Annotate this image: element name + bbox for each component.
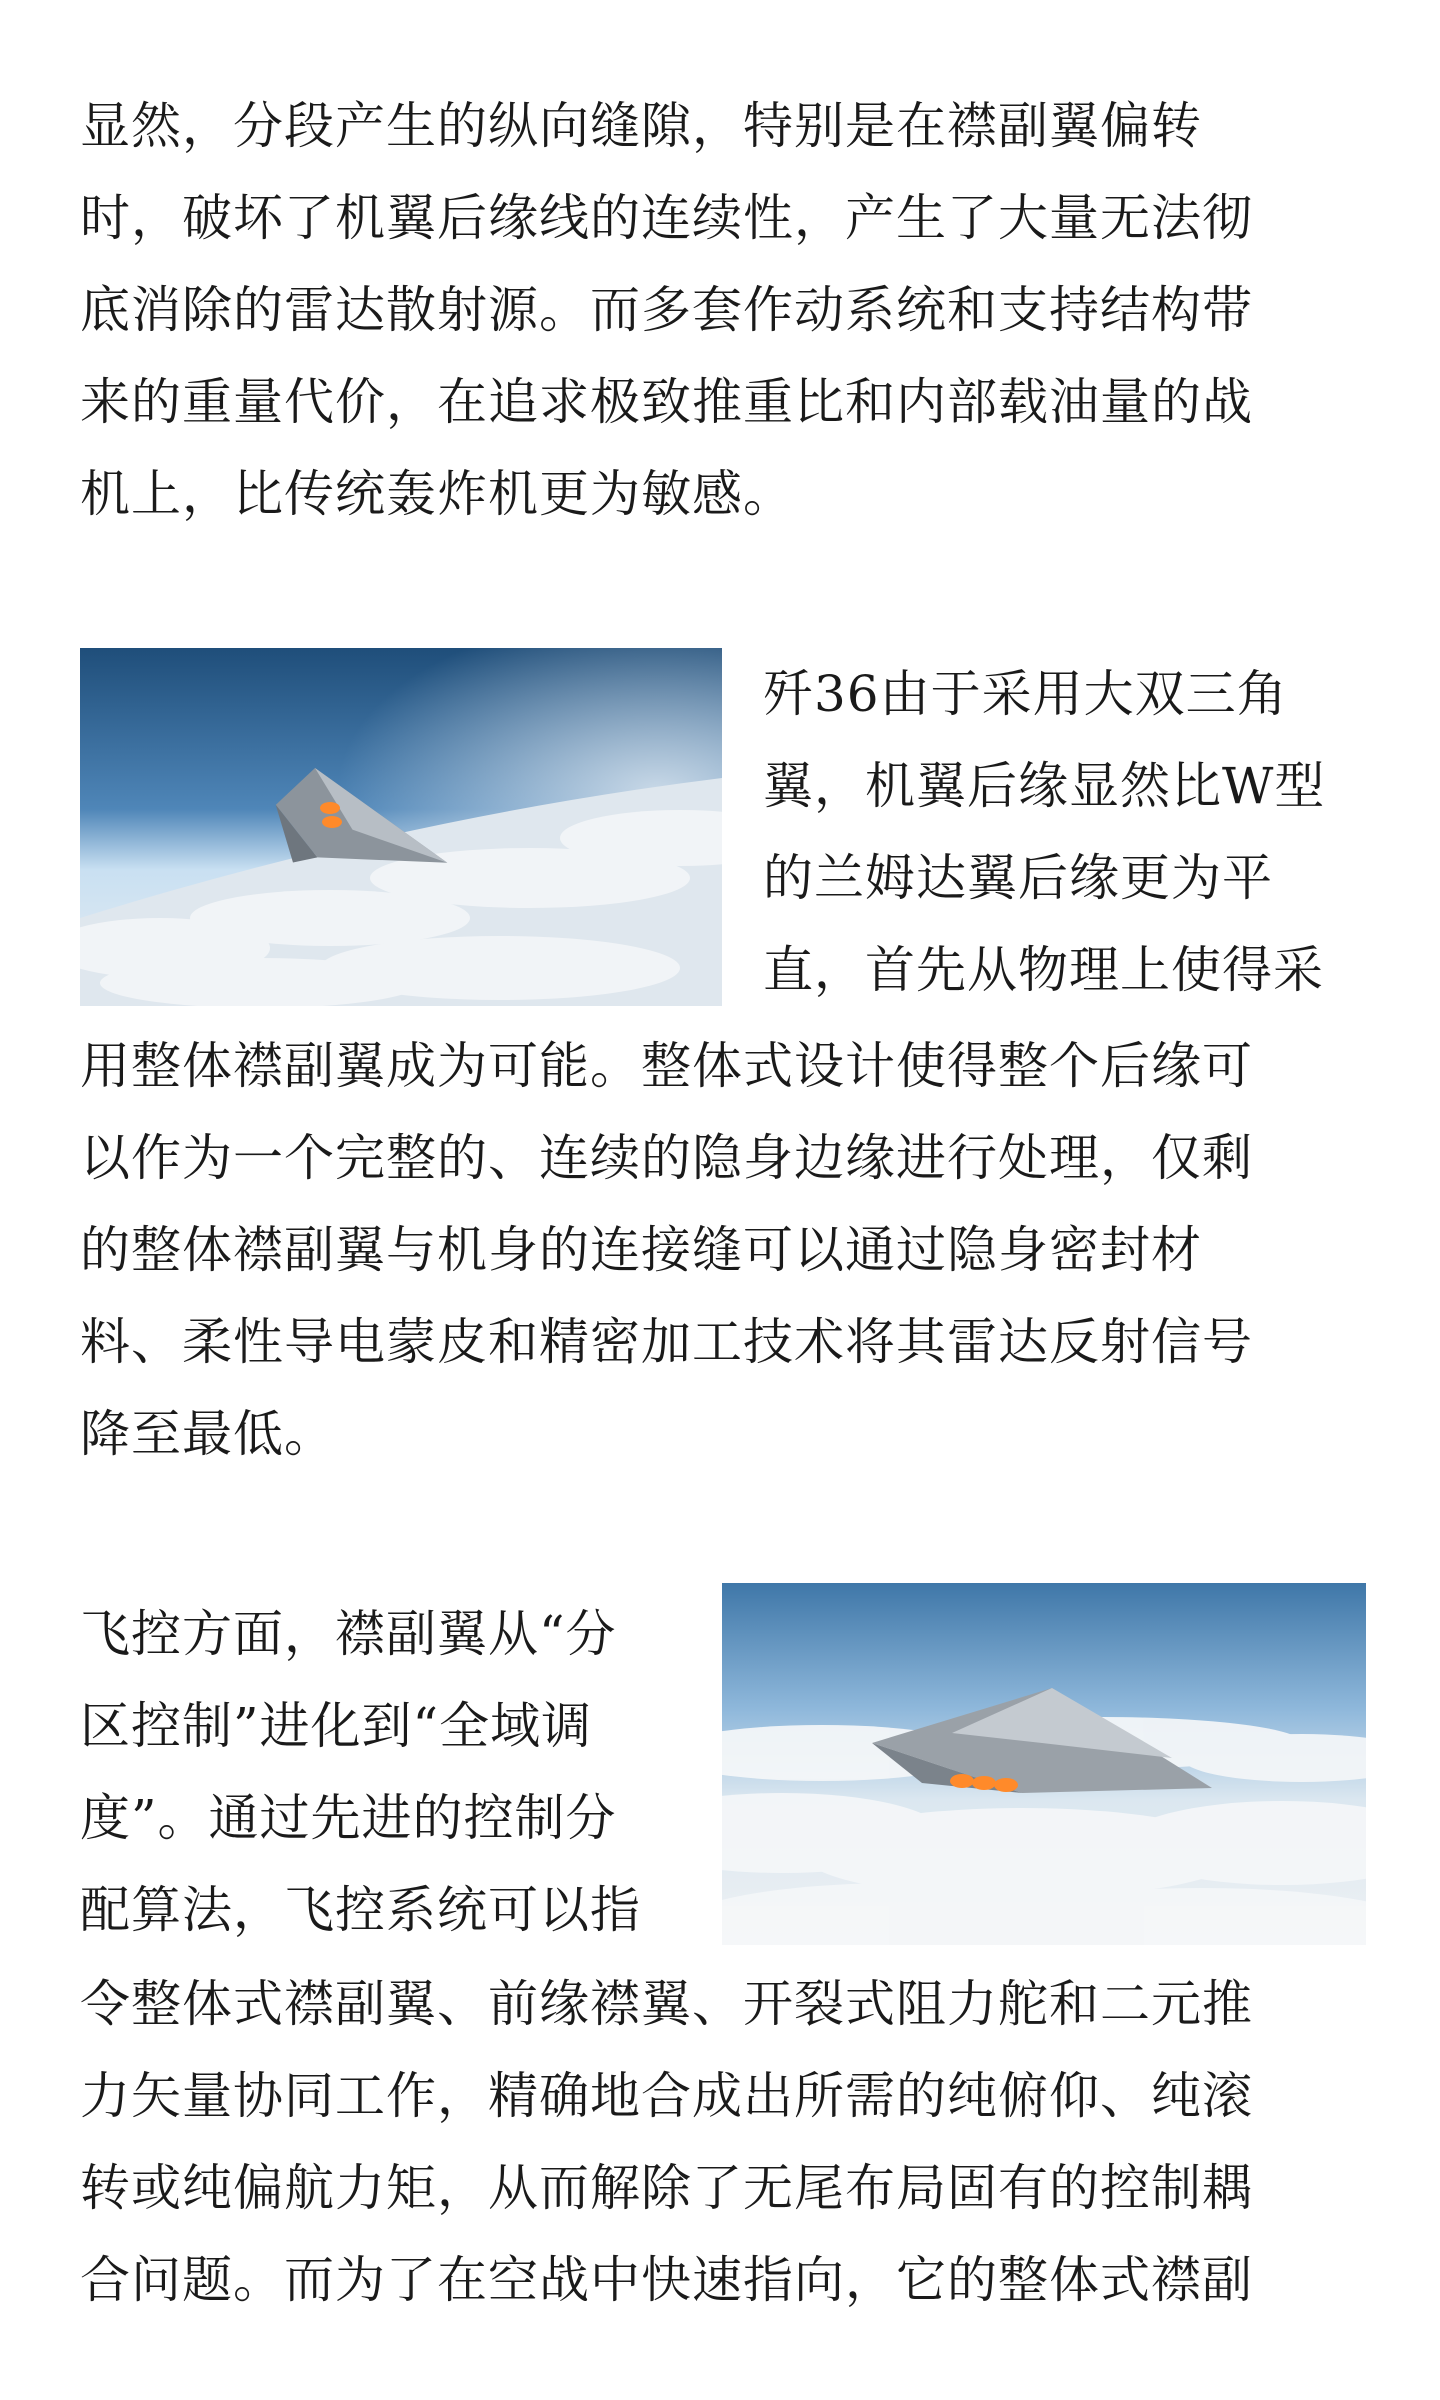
aircraft-image-2 — [722, 1583, 1366, 1945]
aircraft-over-clouds-icon — [722, 1583, 1366, 1945]
paragraph-2-wrap — [763, 648, 1383, 1016]
text-line: 时，破坏了机翼后缘线的连续性，产生了大量无法彻 — [80, 189, 1253, 247]
text-line: 以作为一个完整的、连续的隐身边缘进行处理，仅剩 — [80, 1129, 1253, 1187]
text-line: 令整体式襟副翼、前缘襟翼、开裂式阻力舵和二元推 — [80, 1975, 1253, 2033]
text-line: 降至最低。 — [80, 1405, 335, 1463]
paragraph-1 — [80, 80, 1370, 540]
paragraph-3 — [80, 1958, 1370, 2326]
text-line: 力矢量协同工作，精确地合成出所需的纯俯仰、纯滚 — [80, 2067, 1253, 2125]
text-line: 配算法，飞控系统可以指 — [80, 1881, 641, 1939]
text-line: 歼36由于采用大双三角 — [763, 665, 1288, 723]
paragraph-3-wrap — [80, 1588, 700, 1956]
text-line: 底消除的雷达散射源。而多套作动系统和支持结构带 — [80, 281, 1253, 339]
aircraft-image-1 — [80, 648, 722, 1006]
text-line: 料、柔性导电蒙皮和精密加工技术将其雷达反射信号 — [80, 1313, 1253, 1371]
text-line: 来的重量代价，在追求极致推重比和内部载油量的战 — [80, 373, 1253, 431]
text-line: 用整体襟副翼成为可能。整体式设计使得整个后缘可 — [80, 1037, 1253, 1095]
text-line: 的整体襟副翼与机身的连接缝可以通过隐身密封材 — [80, 1221, 1202, 1279]
text-line: 机上，比传统轰炸机更为敏感。 — [80, 465, 794, 523]
text-line: 合问题。而为了在空战中快速指向，它的整体式襟副 — [80, 2251, 1253, 2309]
text-line: 度”。通过先进的控制分 — [80, 1789, 617, 1847]
text-line: 的兰姆达翼后缘更为平 — [763, 849, 1273, 907]
text-line: 直，首先从物理上使得采 — [763, 941, 1324, 999]
text-line: 飞控方面，襟副翼从“分 — [80, 1605, 617, 1663]
text-line: 显然，分段产生的纵向缝隙，特别是在襟副翼偏转 — [80, 97, 1202, 155]
aircraft-above-clouds-icon — [80, 648, 722, 1006]
text-line: 翼，机翼后缘显然比W型 — [763, 757, 1326, 815]
text-line: 区控制”进化到“全域调 — [80, 1697, 593, 1755]
paragraph-2 — [80, 1020, 1370, 1480]
text-line: 转或纯偏航力矩，从而解除了无尾布局固有的控制耦 — [80, 2159, 1253, 2217]
